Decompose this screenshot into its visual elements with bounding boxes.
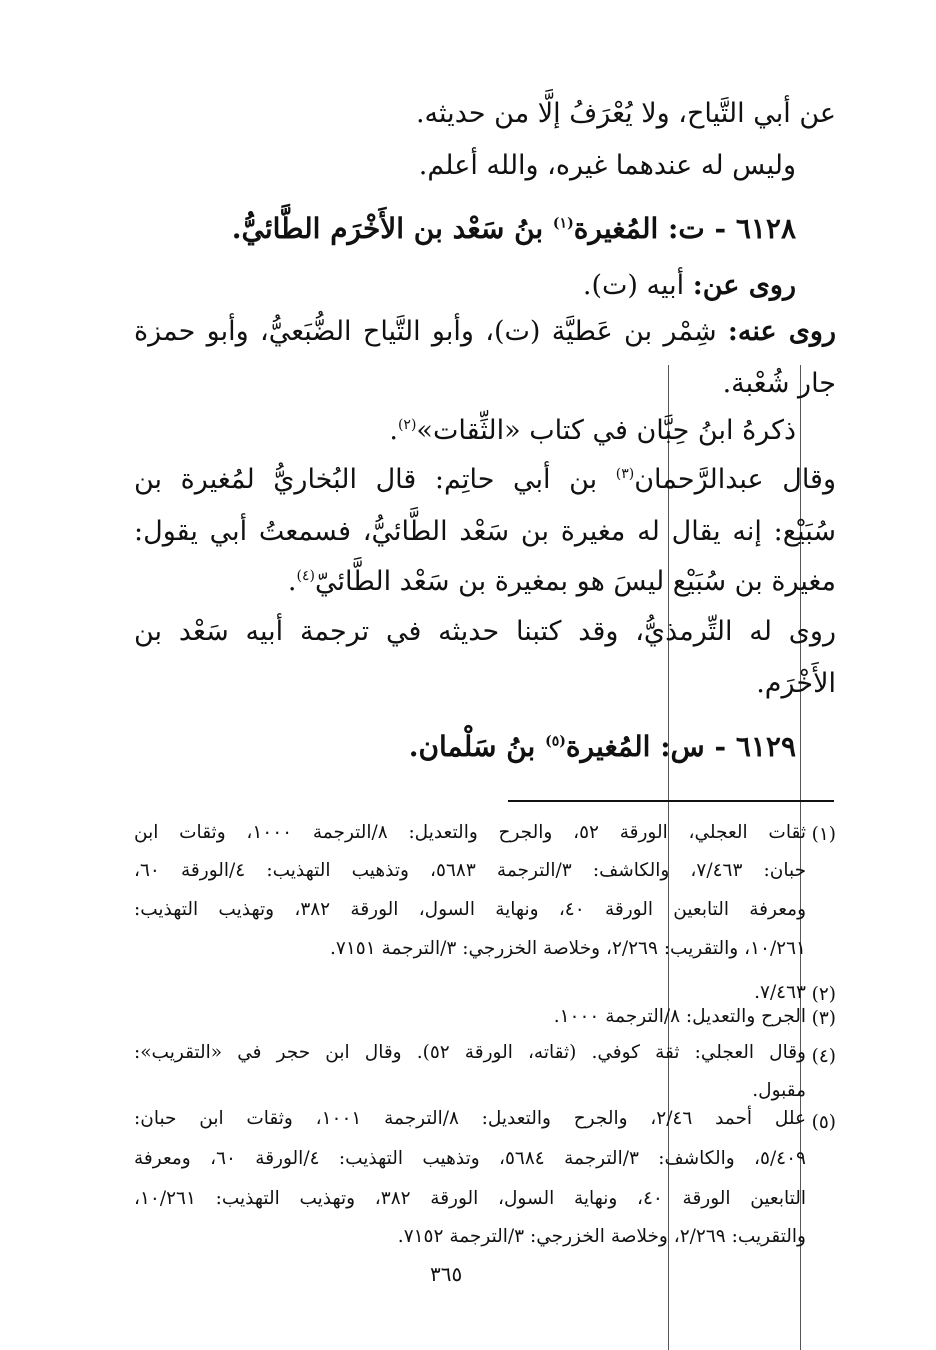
entry-heading-6129 [409,730,796,763]
riwa-line [583,270,796,301]
footnote-number: (٢) [811,984,836,1005]
footnote-line: ١٠/٢٦١، والتقريب: ٢/٢٦٩، وخلاصة الخزرجي: ٣/الترجمة ٧١٥١. [330,938,806,959]
footnote-ref: (٣) [615,466,635,482]
mughira-end: . [287,566,297,597]
main-line-1: عن أبي التَّياح، ولا يُعْرَفُ إلَّا من حديثه. [415,98,836,129]
riwa-anhu-text: شِمْر بن عَطيَّة (ت)، وأبو التَّياح الضُّبَعيُّ، وأبو حمزة [134,316,717,347]
riwa-anhu-line [134,316,836,347]
footnote-separator [508,800,834,802]
qala-text-a: وقال عبدالرَّحمان [634,464,836,495]
subay-line: سُبَيْع: إنه يقال له مغيرة بن سَعْد الطَّائيُّ، فسمعتُ أبي يقول: [134,516,836,547]
riwa-text: أبيه (ت). [582,270,685,301]
footnote-ref: (٢) [397,417,417,433]
footnote-ref: (٥) [545,733,566,750]
entry-number: ٦١٢٩ [735,730,796,763]
page-number: ٣٦٥ [430,1262,463,1286]
dhakarahu-text: ذكرهُ ابنُ حِبَّان في كتاب «الثِّقات» [416,415,796,446]
qala-text-b: بن أبي حاتِم: قال البُخاريُّ لمُغيرة بن [134,464,598,495]
footnote-number: (٣) [811,1008,836,1029]
jar-line: جار شُعْبة. [722,368,836,399]
entry-text-b: بنُ سَعْد بن الأَخْرَم الطَّائيُّ. [231,212,544,245]
riwa-anhu-label: روى عنه: [727,316,836,347]
mughira-line [288,566,836,597]
footnote-line: علل أحمد ٢/٤٦، والجرح والتعديل: ٨/الترجمة ١٠٠١، وثقات ابن حبان: [134,1108,806,1129]
dhakarahu-line [389,415,796,446]
footnote-line: والتقريب: ٢/٢٦٩، وخلاصة الخزرجي: ٣/الترجمة ٧١٥٢. [397,1226,806,1247]
footnote-ref: (٤) [296,568,315,584]
footnote-line: ثقات العجلي، الورقة ٥٢، والجرح والتعديل: ٨/الترجمة ١٠٠٠، وثقات ابن [134,822,806,843]
footnote-line: مقبول. [752,1080,806,1101]
main-line-2: وليس له عندهما غيره، والله أعلم. [418,150,796,181]
footnote-line: الجرح والتعديل: ٨/الترجمة ١٠٠٠. [553,1006,806,1027]
akhram-line: الأَخْرَم. [756,668,836,699]
footnote-line: ٥/٤٠٩، والكاشف: ٣/الترجمة ٥٦٨٤، وتذهيب التهذيب: ٤/الورقة ٦٠، ومعرفة [134,1148,806,1169]
footnote-number: (٥) [811,1112,836,1133]
footnote-line: وقال العجلي: ثقة كوفي. (ثقاته، الورقة ٥٢). وقال ابن حجر في «التقريب»: [134,1042,806,1063]
entry-heading-6128 [232,212,796,245]
footnote-line: ٧/٤٦٣. [754,982,806,1003]
footnote-number: (١) [811,824,836,845]
footnote-line: ومعرفة التابعين الورقة ٤٠، ونهاية السول، الورقة ٣٨٢، وتهذيب التهذيب: [134,899,806,920]
rawa-line: روى له التِّرمذيُّ، وقد كتبنا حديثه في ترجمة أبيه سَعْد بن [134,616,836,647]
entry-text-a: - ت: المُغيرة [573,212,727,245]
qala-line [134,464,836,495]
entry-number: ٦١٢٨ [735,212,796,245]
footnote-line: التابعين الورقة ٤٠، ونهاية السول، الورقة ٣٨٢، وتهذيب التهذيب: ١٠/٢٦١، [134,1188,806,1209]
dhakarahu-end: . [389,415,398,446]
entry-text-a: - س: المُغيرة [565,730,727,763]
footnote-line: حبان: ٧/٤٦٣، والكاشف: ٣/الترجمة ٥٦٨٣، وتذهيب التهذيب: ٤/الورقة ٦٠، [134,860,806,881]
entry-text-b: بنُ سَلْمان. [408,730,536,763]
riwa-label: روى عن: [692,270,796,301]
footnote-ref: (١) [552,215,574,232]
mughira-text: مغيرة بن سُبَيْع ليسَ هو بمغيرة بن سَعْد الطَّائيّ [314,566,836,597]
footnote-number: (٤) [811,1046,836,1067]
